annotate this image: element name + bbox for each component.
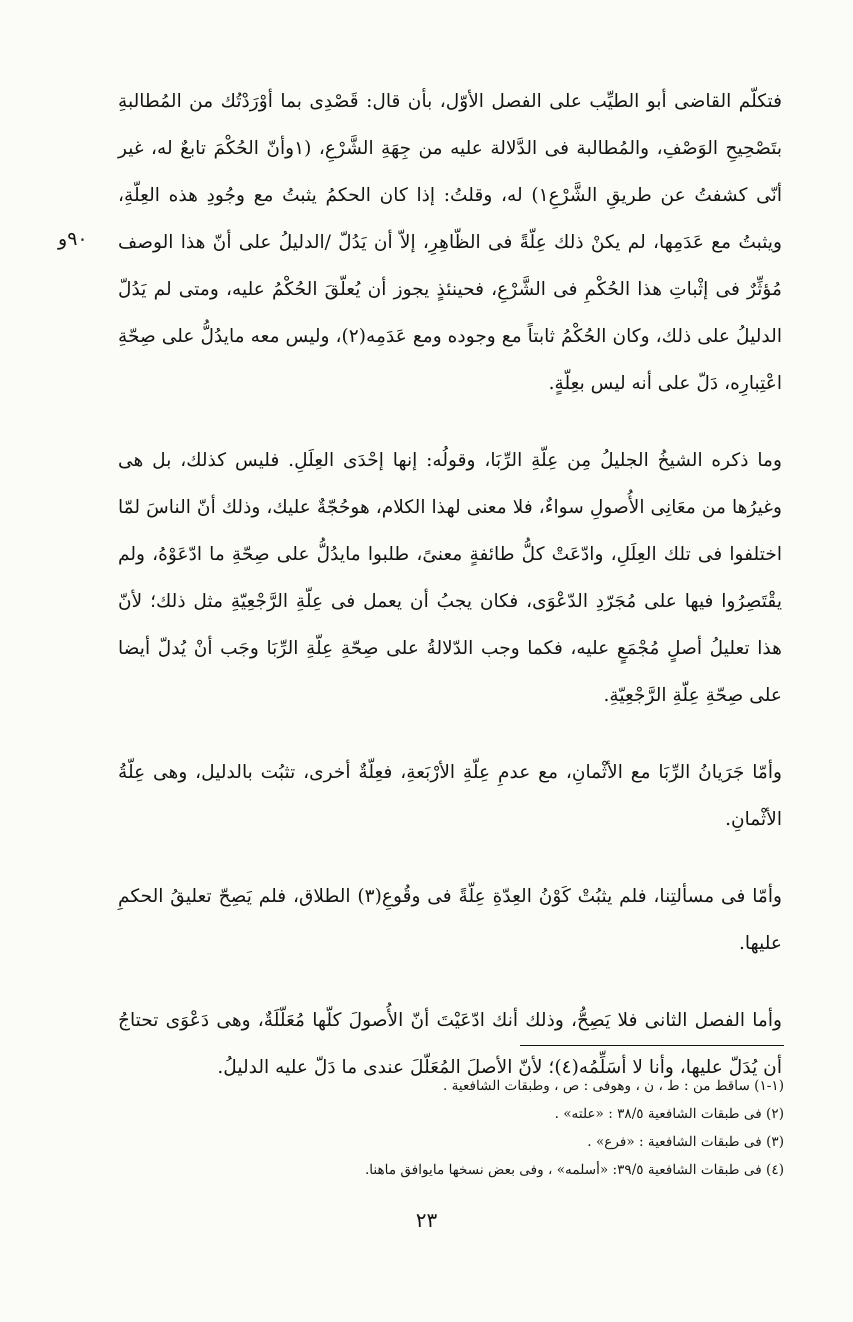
paragraph-1: فتكلّم القاضى أبو الطيِّب على الفصل الأوّل، بأن قال: قَصْدِى بما أوْرَدْتُك من المُطالبةِ بتَصْحِيحِ الوَصْفِ، والمُطالبة فى الدَّلالة عليه من جِهَةِ الشَّرْعِ، (١وأنّ الحُكْمَ تابعٌ له، غير أنّى كشفتُ عن طريقِ الشَّرْعِ١) له، وقلتُ: إذا كان الحكمُ يثبتُ مع وجُودِ هذه العِلّةِ، ويثبتُ مع عَدَمِها، لم يكنْ ذلك عِلّةً فى الظّاهِرِ، إلاّ أن يَدُلّ /الدليلُ على أنّ هذا الوصف مُؤثِّرٌ فى إثْباتِ هذا الحُكْمِ فى الشَّرْعِ، فحينئذٍ يجوز أن يُعلّقَ الحُكْمُ عليه، ومتى لم يَدُلّ الدليلُ على ذلك، وكان الحُكْمُ ثابتاً مع وجوده ومع عَدَمِه(٢)، وليس معه مايدُلُّ على صِحّةِ اعْتِبارِه، دَلّ على أنه ليس بعِلّةٍ. bbox=[118, 91, 782, 394]
paragraph-5: وأما الفصل الثانى فلا يَصِحُّ، وذلك أنك ادّعَيْتَ أنّ الأُصولَ كلّها مُعَلّلَةٌ، وهى دَعْوَى تحتاجُ أن يُدَلّ عليها، وأنا لا أسَلِّمُه(٤)؛ لأنّ الأصلَ المُعَلّلَ عندى ما دَلّ عليه الدليلُ. bbox=[118, 1010, 782, 1078]
manuscript-folio-note: ٩٠و bbox=[58, 228, 88, 250]
main-text bbox=[118, 78, 782, 1121]
footnotes bbox=[300, 1072, 784, 1184]
page-number: ٢٣ bbox=[415, 1208, 438, 1232]
paragraph-2: وما ذكره الشيخُ الجليلُ مِن عِلّةِ الرِّبَا، وقولُه: إنها إحْدَى العِلَلِ. فليس كذلك، بل هى وغيرُها من معَانِى الأُصولِ سواءٌ، فلا معنى لهذا الكلام، هوحُجّةٌ عليك، وذلك أنّ الناسَ لمّا اختلفوا فى تلك العِلَلِ، وادّعَتْ كلُّ طائفةٍ معنىً، طلبوا مايدُلُّ على صِحّةِ ما ادّعَوْهُ، ولم يقْتَصِرُوا فيها على مُجَرّدِ الدّعْوَى، فكان يجبُ أن يعمل فى عِلّةِ الرَّجْعِيّةِ مثل ذلك؛ لأنّ هذا تعليلُ أصلٍ مُجْمَعٍ عليه، فكما وجب الدّلالةُ على صِحّةِ عِلّةِ الرِّبَا وجَب أنْ يُدلّ أيضا على صِحّةِ عِلّةِ الرَّجْعِيّةِ. bbox=[118, 450, 782, 706]
footnote-3: (٣) فى طبقات الشافعية : «فرع» . bbox=[587, 1134, 784, 1150]
footnote-divider bbox=[520, 1045, 784, 1046]
footnote-1: (١-١) ساقط من : ط ، ن ، وهوفى : ص ، وطبقات الشافعية . bbox=[442, 1078, 784, 1094]
paragraph-3: وأمّا جَرَيانُ الرِّبَا مع الأثْمانِ، مع عدمِ عِلّةِ الأرْبَعةِ، فعِلّةٌ أخرى، تثبُت بالدليل، وهى عِلّةُ الأثْمانِ. bbox=[118, 762, 782, 830]
footnote-4: (٤) فى طبقات الشافعية ٣٩/٥: «أسلمه» ، وفى بعض نسخها مايوافق ماهنا. bbox=[364, 1162, 784, 1178]
footnote-2: (٢) فى طبقات الشافعية ٣٨/٥ : «علته» . bbox=[554, 1106, 784, 1122]
paragraph-4: وأمّا فى مسألتِنا، فلم يثبُتْ كَوْنُ العِدّةِ عِلّةً فى وقُوعِ(٣) الطلاق، فلم يَصِحّ تعليقُ الحكمِ عليها. bbox=[118, 886, 783, 954]
